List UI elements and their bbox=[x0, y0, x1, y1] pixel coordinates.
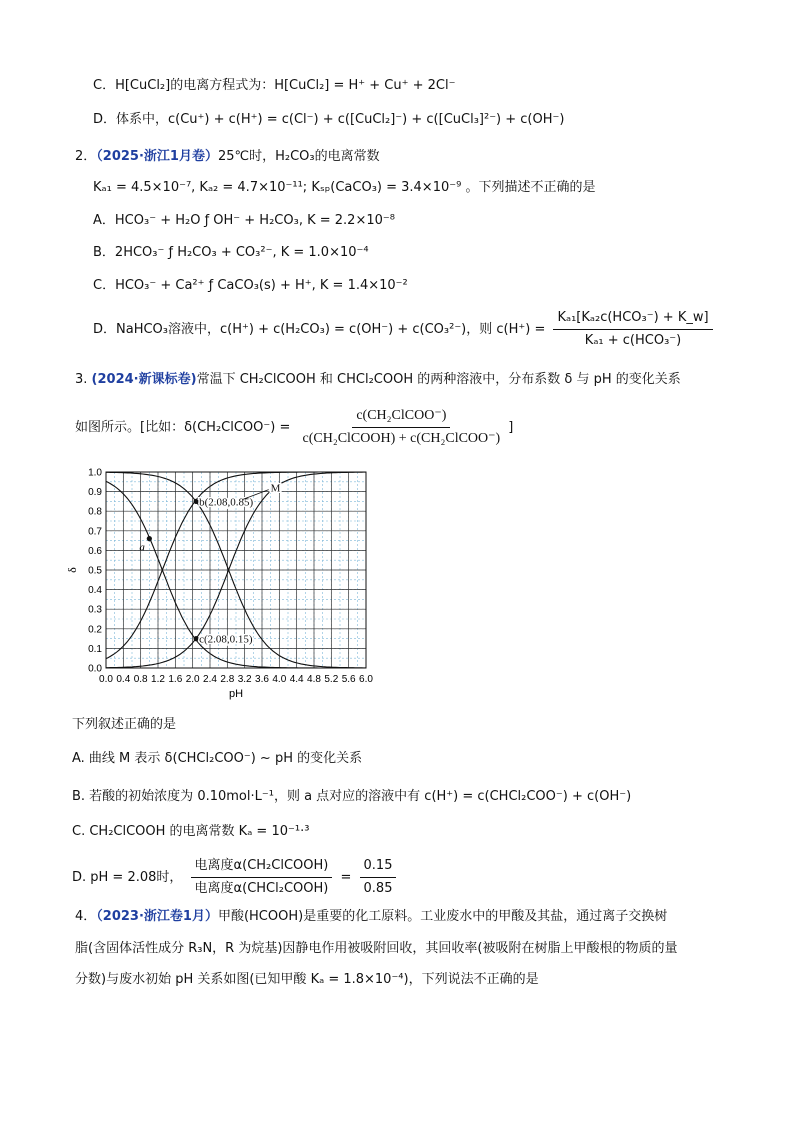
q3-option-d-ratio bbox=[360, 856, 397, 899]
x-tick-label: 4.4 bbox=[289, 674, 304, 685]
x-tick-label: 4.8 bbox=[307, 674, 321, 685]
x-tick-label: 3.2 bbox=[237, 674, 252, 685]
q2-option-b bbox=[93, 244, 369, 262]
q3-option-d-prefix: D. pH = 2.08时， bbox=[72, 870, 183, 885]
q1-option-c-text: H[CuCl₂]的电离方程式为：H[CuCl₂] = H⁺ + Cu⁺ + 2Cl⁻ bbox=[115, 78, 456, 93]
y-tick-label: 0.0 bbox=[88, 663, 102, 675]
point-label: c(2.08,0.15) bbox=[199, 633, 253, 646]
q2-option-a bbox=[93, 212, 395, 230]
q4-line3: 分数)与废水初始 pH 关系如图(已知甲酸 Kₐ = 1.8×10⁻⁴)，下列说法不正确的是 bbox=[75, 972, 539, 987]
q1-option-d-label: D． bbox=[93, 112, 117, 127]
distribution-chart bbox=[62, 462, 382, 712]
q2-constants: Kₐ₁ = 4.5×10⁻⁷, Kₐ₂ = 4.7×10⁻¹¹; Kₛₚ(CaCO₃) = 3.4×10⁻⁹ 。下列描述不正确的是 bbox=[93, 180, 596, 195]
q3-stem-text: 常温下 CH₂ClCOOH 和 CHCl₂COOH 的两种溶液中，分布系数 δ 与 pH 的变化关系 bbox=[196, 372, 681, 387]
y-tick-label: 0.6 bbox=[88, 545, 102, 557]
y-tick-label: 0.9 bbox=[88, 487, 102, 499]
point-label: b(2.08,0.85) bbox=[199, 496, 254, 509]
q3-stem-definition bbox=[75, 406, 513, 449]
q3-number: 3. bbox=[75, 372, 88, 387]
x-tick-label: 2.8 bbox=[220, 674, 235, 685]
q4-number: 4． bbox=[75, 909, 97, 924]
y-tick-label: 1.0 bbox=[88, 467, 102, 479]
y-axis-label: δ bbox=[65, 567, 79, 573]
x-tick-label: 0.8 bbox=[133, 674, 148, 685]
q2-number: 2． bbox=[75, 149, 97, 164]
q2-option-b-text: 2HCO₃⁻ ƒ H₂CO₃ + CO₃²⁻, K = 1.0×10⁻⁴ bbox=[114, 245, 369, 260]
q3-definition-fraction bbox=[299, 406, 505, 449]
q3-option-d-ratio-denominator: 0.85 bbox=[363, 881, 393, 896]
x-tick-label: 2.0 bbox=[185, 674, 200, 685]
q3-definition-suffix: ] bbox=[508, 420, 514, 435]
data-point bbox=[147, 536, 152, 541]
x-axis-label: pH bbox=[228, 688, 244, 700]
q3-option-d-denominator: 电离度α(CHCl₂COOH) bbox=[194, 881, 329, 896]
q2-option-a-text: HCO₃⁻ + H₂O ƒ OH⁻ + H₂CO₃, K = 2.2×10⁻⁸ bbox=[114, 213, 395, 228]
y-tick-label: 0.1 bbox=[88, 643, 102, 655]
q2-stem-text: 25℃时，H₂CO₃的电离常数 bbox=[217, 149, 380, 164]
x-tick-label: 0.0 bbox=[99, 674, 113, 685]
q2-option-c-label: C． bbox=[93, 278, 116, 293]
q3-option-c: C. CH₂ClCOOH 的电离常数 Kₐ = 10⁻¹·³ bbox=[72, 824, 310, 839]
y-tick-label: 0.5 bbox=[88, 565, 102, 577]
data-point bbox=[194, 636, 199, 641]
q1-option-d bbox=[93, 111, 564, 129]
q3-option-a: A. 曲线 M 表示 δ(CHCl₂COO⁻) ~ pH 的变化关系 bbox=[72, 751, 363, 766]
x-tick-label: 3.6 bbox=[255, 674, 269, 685]
data-point bbox=[194, 499, 199, 504]
y-tick-label: 0.2 bbox=[88, 624, 102, 636]
y-tick-label: 0.8 bbox=[88, 506, 102, 518]
q2-option-d-label: D． bbox=[93, 322, 117, 337]
q3-source: (2024·新课标卷) bbox=[91, 372, 197, 387]
q1-option-c-label: C． bbox=[93, 78, 116, 93]
curve-m-label: M bbox=[270, 482, 281, 495]
q4-line2: 脂(含固体活性成分 R₃N，R 为烷基)因静电作用被吸附回收，其回收率(被吸附在树脂上甲酸根的物质的量 bbox=[75, 941, 678, 956]
y-tick-label: 0.3 bbox=[88, 604, 102, 616]
q2-option-c-text: HCO₃⁻ + Ca²⁺ ƒ CaCO₃(s) + H⁺, K = 1.4×10⁻² bbox=[115, 278, 408, 293]
q3-definition-denominator: c(CH₂ClCOOH) + c(CH₂ClCOO⁻) bbox=[302, 431, 501, 446]
q2-option-d-fraction bbox=[553, 308, 712, 351]
q3-option-d-equals: = bbox=[340, 870, 352, 885]
q2-stem bbox=[75, 148, 380, 166]
q1-option-c bbox=[93, 77, 455, 95]
q1-option-d-text: 体系中，c(Cu⁺) + c(H⁺) = c(Cl⁻) + c([CuCl₂]⁻) + c([CuCl₃]²⁻) + c(OH⁻) bbox=[116, 112, 565, 127]
x-tick-label: 2.4 bbox=[203, 674, 217, 685]
x-tick-label: 1.2 bbox=[151, 674, 165, 685]
q4-line1 bbox=[75, 908, 667, 926]
q3-option-d bbox=[72, 856, 400, 899]
q3-option-b: B. 若酸的初始浓度为 0.10mol·L⁻¹，则 a 点对应的溶液中有 c(H⁺) = c(CHCl₂COO⁻) + c(OH⁻) bbox=[72, 789, 632, 804]
q3-prompt: 下列叙述正确的是 bbox=[72, 717, 177, 732]
point-label: a bbox=[139, 541, 145, 554]
q3-definition-prefix: 如图所示。[比如：δ(CH₂ClCOO⁻) = bbox=[75, 420, 291, 435]
y-tick-label: 0.4 bbox=[88, 585, 102, 597]
q3-option-d-ratio-numerator: 0.15 bbox=[360, 856, 397, 878]
q4-source: （2023·浙江卷1月） bbox=[96, 909, 218, 924]
x-tick-label: 0.4 bbox=[116, 674, 131, 685]
q3-option-d-numerator: 电离度α(CH₂ClCOOH) bbox=[191, 856, 333, 878]
q2-option-b-label: B． bbox=[93, 245, 115, 260]
distribution-chart-svg bbox=[62, 462, 382, 712]
q2-option-d-numerator: Kₐ₁[Kₐ₂c(HCO₃⁻) + K_w] bbox=[553, 308, 712, 330]
q2-option-d-denominator: Kₐ₁ + c(HCO₃⁻) bbox=[584, 333, 682, 348]
x-tick-label: 4.0 bbox=[272, 674, 287, 685]
q2-option-d bbox=[93, 308, 717, 351]
x-tick-label: 5.6 bbox=[341, 674, 356, 685]
y-tick-label: 0.7 bbox=[88, 526, 102, 538]
q2-option-a-label: A． bbox=[93, 213, 115, 228]
q3-stem bbox=[75, 371, 681, 389]
x-tick-label: 1.6 bbox=[168, 674, 183, 685]
q2-source: （2025·浙江1月卷） bbox=[96, 149, 218, 164]
q2-option-c bbox=[93, 277, 408, 295]
x-tick-label: 6.0 bbox=[359, 674, 373, 685]
q4-line1-text: 甲酸(HCOOH)是重要的化工原料。工业废水中的甲酸及其盐，通过离子交换树 bbox=[217, 909, 668, 924]
x-tick-label: 5.2 bbox=[324, 674, 339, 685]
q2-option-d-text: NaHCO₃溶液中，c(H⁺) + c(H₂CO₃) = c(OH⁻) + c(CO₃²⁻)，则 c(H⁺) = bbox=[116, 322, 546, 337]
q3-option-d-fraction bbox=[191, 856, 333, 899]
q3-definition-numerator: c(CH₂ClCOO⁻) bbox=[352, 406, 450, 428]
